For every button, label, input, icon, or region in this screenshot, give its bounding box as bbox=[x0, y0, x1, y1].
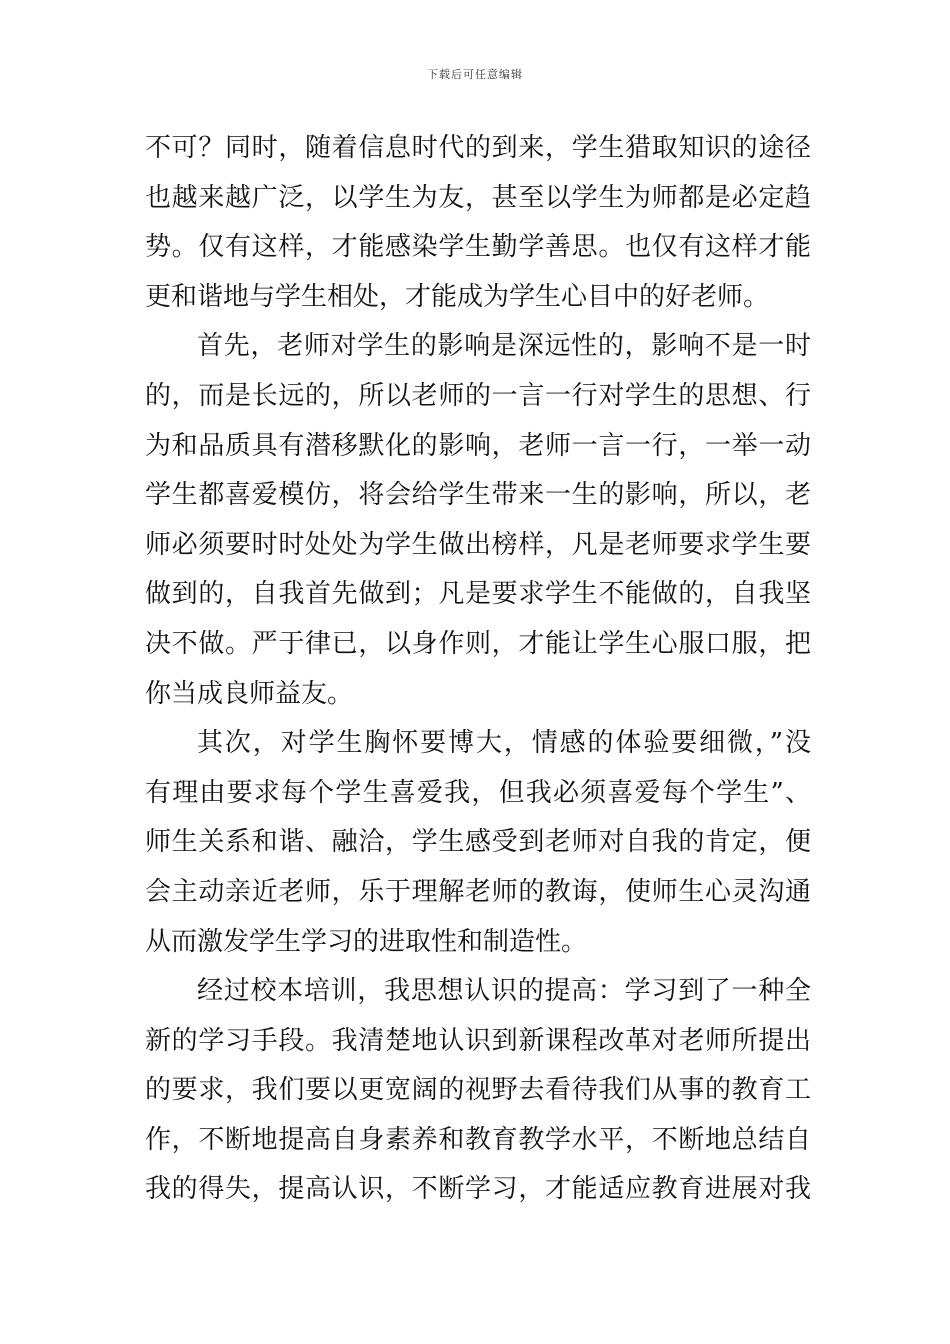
text-line: 做到的，自我首先做到；凡是要求学生不能做的，自我坚 bbox=[145, 579, 811, 610]
page-header-note: 下载后可任意编辑 bbox=[427, 68, 523, 81]
text-line: 师必须要时时处处为学生做出榜样，凡是老师要求学生要 bbox=[145, 529, 811, 560]
text-line: 为和品质具有潜移默化的影响，老师一言一行，一举一动 bbox=[145, 430, 811, 461]
text-line: 师生关系和谐、融洽，学生感受到老师对自我的肯定，便 bbox=[145, 827, 811, 858]
text-line: 决不做。严于律已，以身作则，才能让学生心服口服，把 bbox=[145, 628, 811, 659]
text-line: 你当成良师益友。 bbox=[145, 678, 354, 709]
text-line: 有理由要求每个学生喜爱我，但我必须喜爱每个学生”、 bbox=[145, 777, 811, 808]
text-line: 更和谐地与学生相处，才能成为学生心目中的好老师。 bbox=[145, 281, 770, 312]
text-line: 也越来越广泛，以学生为友，甚至以学生为师都是必定趋 bbox=[145, 182, 811, 213]
text-line: 势。仅有这样，才能感染学生勤学善思。也仅有这样才能 bbox=[145, 232, 811, 263]
paragraph-first-line: 其次，对学生胸怀要博大，情感的体验要细微，”没 bbox=[197, 728, 811, 759]
document-body bbox=[145, 124, 811, 1215]
text-line: 学生都喜爱模仿，将会给学生带来一生的影响，所以，老 bbox=[145, 480, 811, 511]
text-line: 新的学习手段。我清楚地认识到新课程改革对老师所提出 bbox=[145, 1025, 811, 1056]
text-line: 不可？同时，随着信息时代的到来，学生猎取知识的途径 bbox=[145, 133, 811, 163]
text-line: 作，不断地提高自身素养和教育教学水平，不断地总结自 bbox=[145, 1124, 811, 1155]
paragraph-first-line: 经过校本培训，我思想认识的提高：学习到了一种全 bbox=[197, 976, 811, 1007]
text-line: 的，而是长远的，所以老师的一言一行对学生的思想、行 bbox=[145, 380, 811, 411]
text-line: 会主动亲近老师，乐于理解老师的教诲，使师生心灵沟通 bbox=[145, 876, 811, 907]
text-line: 从而激发学生学习的进取性和制造性。 bbox=[145, 926, 588, 957]
text-line: 的要求，我们要以更宽阔的视野去看待我们从事的教育工 bbox=[145, 1075, 811, 1106]
paragraph-first-line: 首先，老师对学生的影响是深远性的，影响不是一时 bbox=[197, 331, 811, 362]
text-line: 我的得失，提高认识，不断学习，才能适应教育进展对我 bbox=[145, 1174, 811, 1205]
